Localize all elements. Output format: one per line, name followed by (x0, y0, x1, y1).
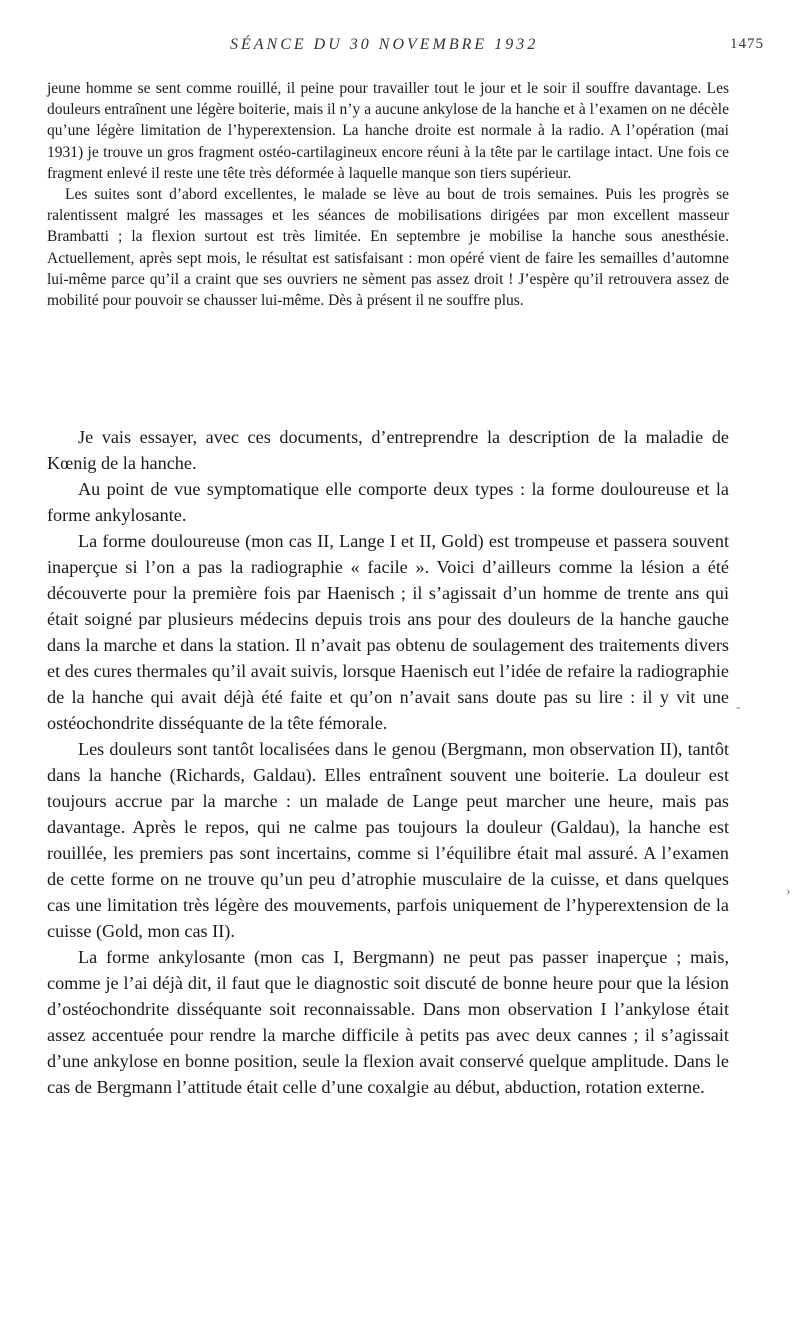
paragraph: Les douleurs sont tantôt localisées dans le genou (Bergmann, mon observation II), tantôt dans la hanche (Richards, Galdau). Elles entraînent souvent une boiterie. La douleur est toujours accrue par la marche : un malade de Lange peut marcher une heure, mais pas davantage. Après le repos, qui ne calme pas toujours la douleur (Galdau), la hanche est rouillée, les premiers pas sont incertains, comme si l’équilibre était mal assuré. A l’examen de cette forme on ne trouve qu’un peu d’atrophie musculaire de la cuisse, et dans quelques cas une limitation très légère des mouvements, parfois uniquement de l’hyperextension de la cuisse (Gold, mon cas II). (47, 739, 729, 941)
paragraph: La forme ankylosante (mon cas I, Bergmann) ne peut pas passer inaperçue ; mais, comme je l’ai déjà dit, il faut que le diagnostic soit discuté de bonne heure pour que la lésion d’ostéochondrite disséquante soit reconnaissable. Dans mon observation I l’ankylose était assez accentuée pour rendre la marche difficile à petits pas avec deux cannes ; il s’agissait d’une ankylose en bonne position, seule la flexion avait conservé quelque amplitude. Dans le cas de Bergmann l’attitude était celle d’une coxalgie au début, abduction, rotation externe. (47, 947, 729, 1097)
main-text-block (47, 424, 729, 1100)
paragraph: La forme douloureuse (mon cas II, Lange I et II, Gold) est trompeuse et passera souvent inaperçue si l’on a pas la radiographie « facile ». Voici d’ailleurs comme la lésion a été découverte pour la première fois par Haenisch ; il s’agissait d’un homme de trente ans qui était soigné par plusieurs médecins depuis trois ans pour des douleurs de la hanche gauche dans la marche et dans la station. Il n’avait pas obtenu de soulagement des traitements divers et des cures thermales qu’il avait suivis, lorsque Haenisch eut l’idée de refaire la radiographie de la hanche qui avait déjà été faite et qu’on n’avait sans doute pas su lire : il y vit une ostéochondrite disséquante de la tête fémorale. (47, 531, 729, 733)
paragraph: jeune homme se sent comme rouillé, il peine pour travailler tout le jour et le soir il souffre davantage. Les douleurs entraînent une légère boiterie, mais il n’y a aucune ankylose de la hanche et à l’examen on ne décèle qu’une légère limitation de l’hyperextension. La hanche droite est normale à la radio. A l’opération (mai 1931) je trouve un gros fragment ostéo-cartilagineux encore réuni à la tête par le cartilage intact. Une fois ce fragment enlevé il reste une tête très déformée à laquelle manque son tiers supérieur. (47, 80, 729, 182)
margin-tick-mark: - (736, 700, 741, 715)
page-header (0, 36, 800, 60)
case-notes-block (47, 78, 729, 311)
paragraph: Au point de vue symptomatique elle comporte deux types : la forme douloureuse et la forme ankylosante. (47, 479, 729, 525)
margin-tick-mark: › (786, 884, 791, 899)
paragraph: Les suites sont d’abord excellentes, le malade se lève au bout de trois semaines. Puis les progrès se ralentissent malgré les massages et les séances de mobilisations dirigées par mon excellent masseur Brambatti ; la flexion surtout est très limitée. En septembre je mobilise la hanche sous anesthésie. Actuellement, après sept mois, le résultat est satisfaisant : mon opéré vient de faire les semailles d’automne lui-même parce qu’il a craint que ses ouvriers ne sèment pas assez droit ! J’espère qu’il retrouvera assez de mobilité pour pouvoir se chausser lui-même. Dès à présent il ne souffre plus. (47, 186, 729, 310)
page-number: 1475 (730, 36, 764, 52)
running-title: SÉANCE DU 30 NOVEMBRE 1932 (230, 36, 539, 53)
paragraph: Je vais essayer, avec ces documents, d’entreprendre la description de la maladie de Kœnig de la hanche. (47, 427, 729, 473)
